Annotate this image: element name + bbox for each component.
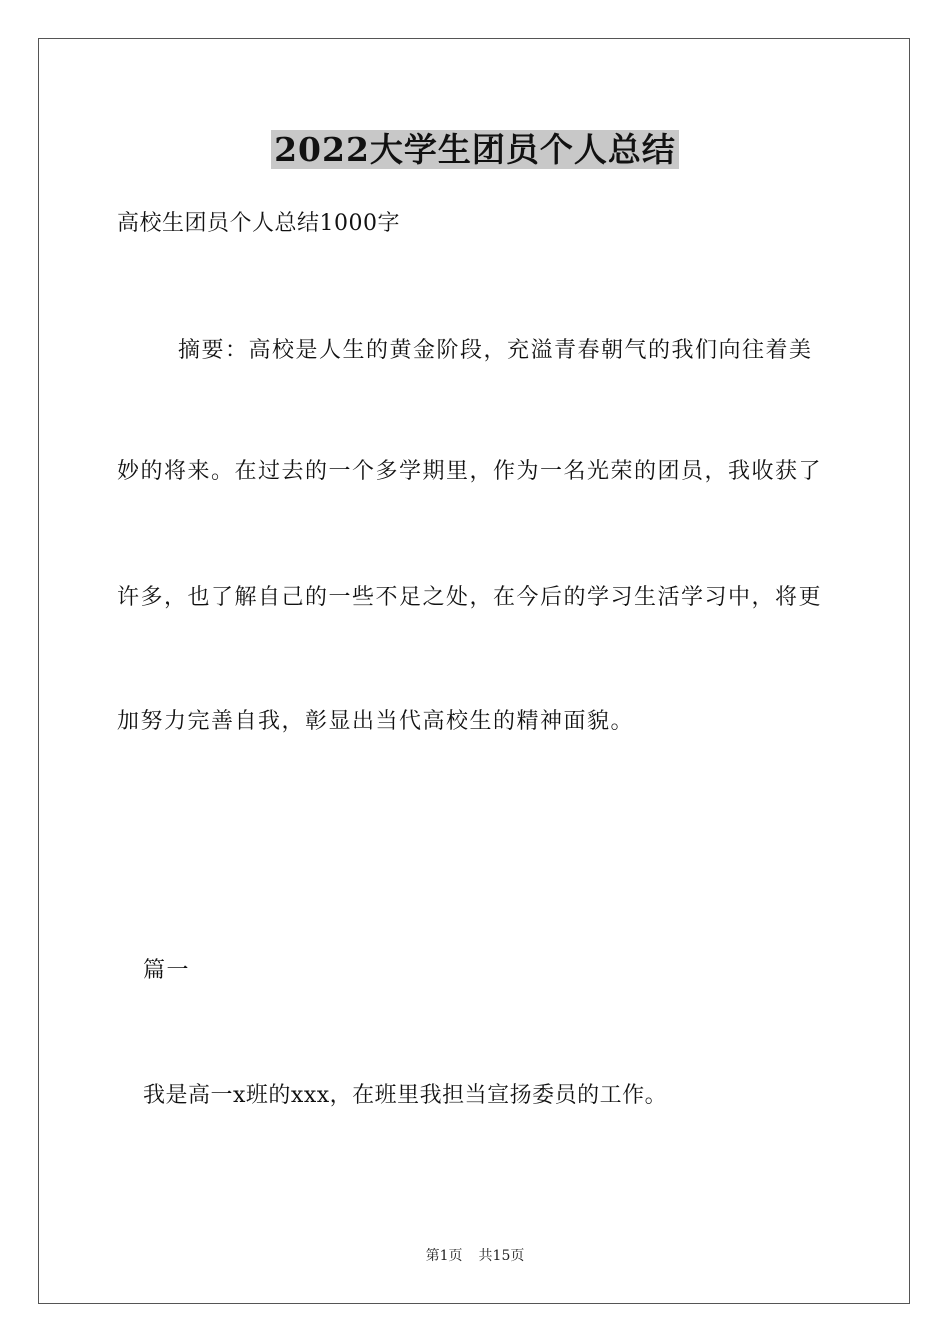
section-paragraph: 我是高一x班的xxx，在班里我担当宣扬委员的工作。 <box>143 1083 668 1108</box>
abstract-line-1: 摘要：高校是人生的黄金阶段，充溢青春朝气的我们向往着美 <box>178 338 813 363</box>
page-total: 共15页 <box>478 1248 525 1264</box>
document-subtitle: 高校生团员个人总结1000字 <box>117 211 400 236</box>
document-title-text: 2022大学生团员个人总结 <box>271 130 679 169</box>
abstract-line-3: 许多，也了解自己的一些不足之处，在今后的学习生活学习中，将更 <box>117 585 823 610</box>
page-number: 第1页 <box>425 1248 463 1264</box>
page-footer <box>0 1247 950 1265</box>
document-title <box>0 128 950 172</box>
abstract-line-4: 加努力完善自我，彰显出当代高校生的精神面貌。 <box>117 709 635 734</box>
section-heading: 篇一 <box>143 958 191 983</box>
abstract-line-2: 妙的将来。在过去的一个多学期里，作为一名光荣的团员，我收获了 <box>117 459 823 484</box>
